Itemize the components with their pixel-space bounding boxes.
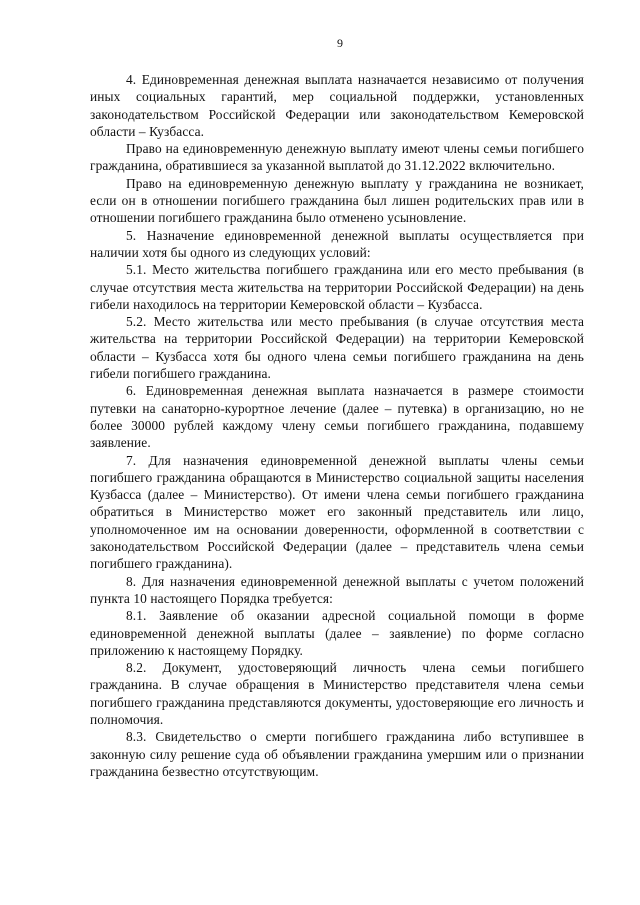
paragraph-5: 5. Назначение единовременной денежной выплаты осуществляется при наличии хотя бы одного из следующих условий:	[90, 227, 584, 260]
page-number: 9	[337, 36, 343, 50]
paragraph-6: 6. Единовременная денежная выплата назначается в размере стоимости путевки на санаторно-курортное лечение (далее – путевка) в организацию, но не более 30000 рублей каждому члену семьи погибшего гражданина, подавшему заявление.	[90, 383, 584, 451]
paragraph-8-1: 8.1. Заявление об оказании адресной социальной помощи в форме единовременной денежной выплаты (далее – заявление) по форме согласно приложению к настоящему Порядку.	[90, 608, 584, 658]
paragraph-8-3: 8.3. Свидетельство о смерти погибшего гражданина либо вступившее в законную силу решение суда об объявлении гражданина умершим или о признании гражданина безвестно отсутствующим.	[90, 729, 584, 779]
paragraph-7: 7. Для назначения единовременной денежной выплаты члены семьи погибшего гражданина обращаются в Министерство социальной защиты населения Кузбасса (далее – Министерство). От имени члена семьи погибшего гражданина обратиться в Министерство может его законный представитель или лицо, уполномоченное им на основании доверенности, оформленной в соответствии с законодательством Российской Федерации (далее – представитель члена семьи погибшего гражданина).	[90, 452, 584, 572]
paragraph-8: 8. Для назначения единовременной денежной выплаты с учетом положений пункта 10 настоящего Порядка требуется:	[90, 573, 584, 606]
paragraph-4: 4. Единовременная денежная выплата назначается независимо от получения иных социальных гарантий, мер социальной поддержки, установленных законодательством Российской Федерации или законодательством Кемеровской области – Кузбасса.	[90, 72, 584, 139]
paragraph-5-1: 5.1. Место жительства погибшего гражданина или его место пребывания (в случае отсутствия места жительства на территории Российской Федерации) на день гибели находилось на территории Кемеровской области – Кузбасса.	[90, 262, 584, 312]
paragraph-right-deadline: Право на единовременную денежную выплату имеют члены семьи погибшего гражданина, обратившиеся за указанной выплатой до 31.12.2022 включительно.	[90, 141, 584, 174]
paragraph-8-2: 8.2. Документ, удостоверяющий личность члена семьи погибшего гражданина. В случае обращения в Министерство представителя члена семьи погибшего гражданина представляются документы, удостоверяющие его личность и полномочия.	[90, 660, 584, 727]
paragraph-5-2: 5.2. Место жительства или место пребывания (в случае отсутствия места жительства на территории Российской Федерации) на территории Кемеровской области – Кузбасса хотя бы одного члена семьи погибшего гражданина на день гибели погибшего гражданина.	[90, 314, 584, 382]
paragraph-right-exclusion: Право на единовременную денежную выплату у гражданина не возникает, если он в отношении погибшего гражданина был лишен родительских прав или в отношении погибшего гражданина было отменено усыновление.	[90, 175, 584, 226]
